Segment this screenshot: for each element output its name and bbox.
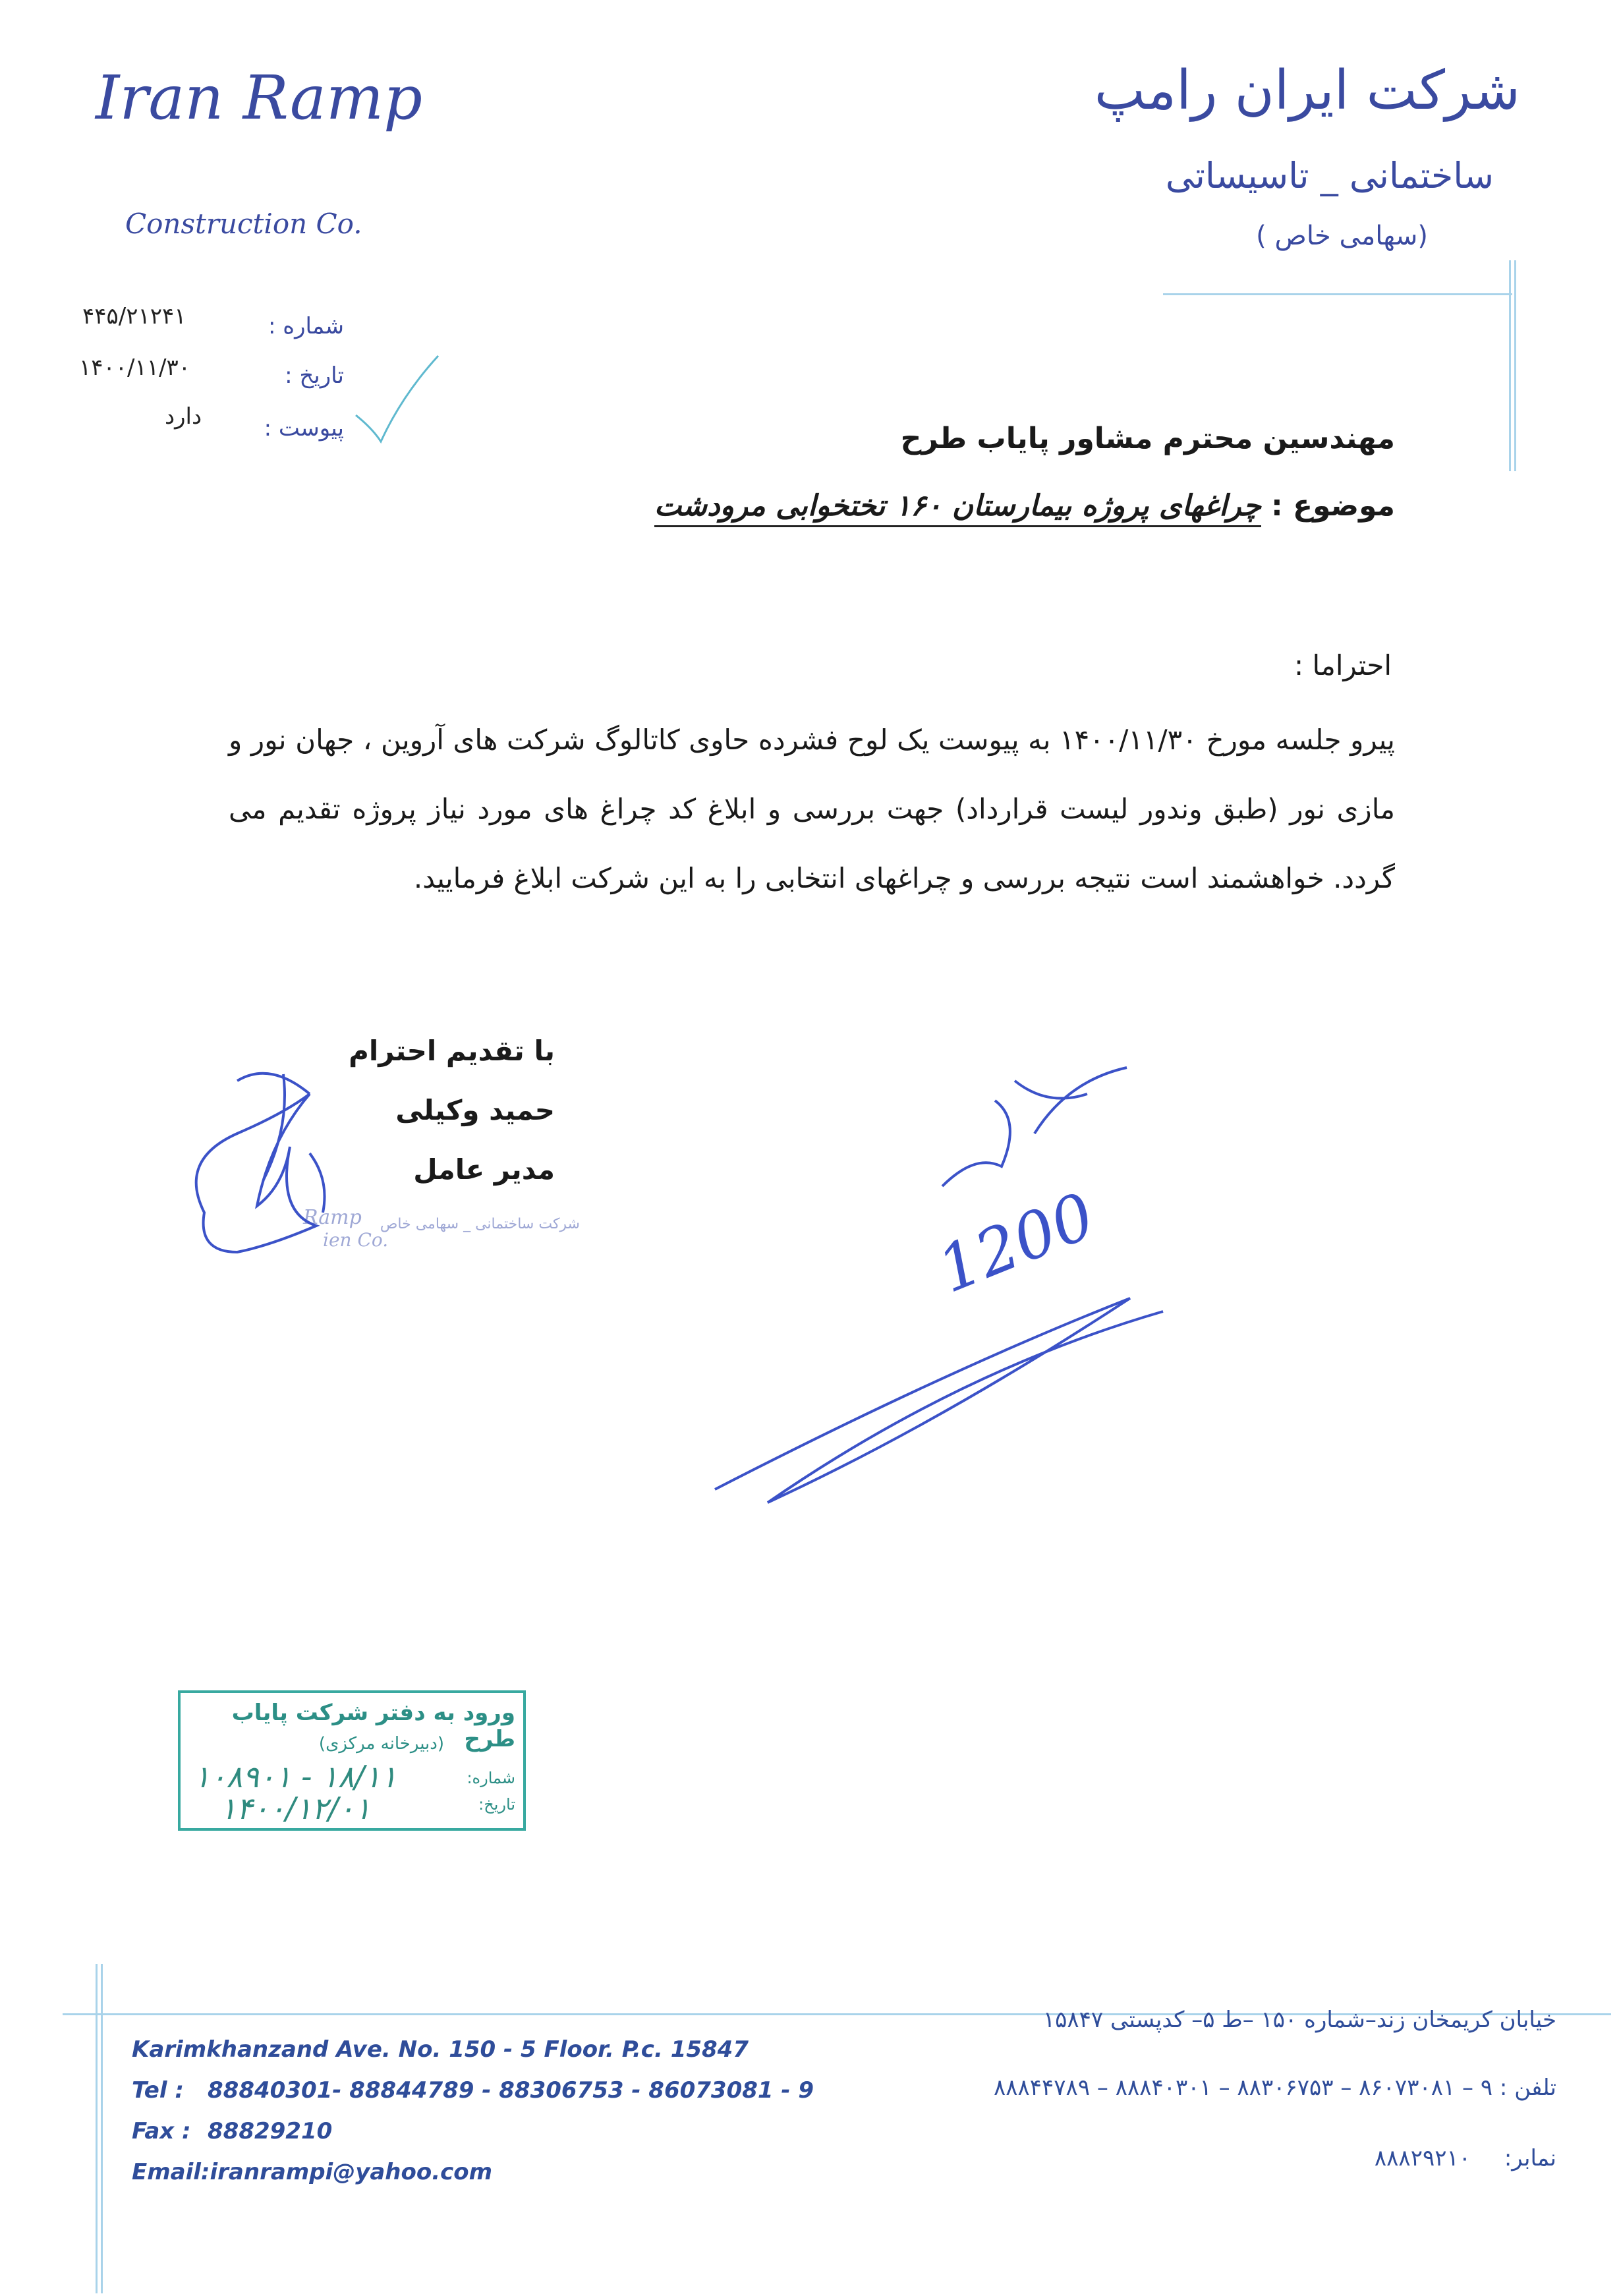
handwritten-stroke bbox=[708, 1292, 1170, 1509]
signer-title: مدیر عامل bbox=[413, 1153, 555, 1186]
footer-fax-en: 88829210 bbox=[208, 2118, 333, 2144]
stamp-subtitle: (دبیرخانه مرکزی) bbox=[318, 1734, 444, 1754]
manager-signature bbox=[178, 1054, 376, 1259]
footer-email: Email:iranrampi@yahoo.com bbox=[132, 2159, 493, 2185]
letter-body: پیرو جلسه مورخ ۱۴۰۰/۱۱/۳۰ به پیوست یک لوح فشرده حاوی کاتالوگ شرکت های آروین ، جهان نور و مازی نور (طبق وندور لیست قرارداد) جهت بررسی و ابلاغ کد چراغ های مورد نیاز پروژه تقدیم می گردد. خواهشمند است نتیجه بررسی و چراغهای انتخابی را به این شرکت ابلاغ فرمایید. bbox=[229, 724, 1395, 894]
footer-fax-label: Fax : bbox=[132, 2118, 191, 2144]
subject-text: چراغهای پروژه بیمارستان ۱۶۰ تختخوابی مرودشت bbox=[654, 489, 1261, 527]
guide-line-right bbox=[1509, 260, 1511, 471]
footer-fax-fa: ۸۸۸۲۹۲۱۰ bbox=[1374, 2145, 1471, 2171]
check-mark-icon bbox=[349, 349, 441, 448]
seal-text-en-2: ien Co. bbox=[323, 1229, 389, 1251]
attachment-label: پیوست : bbox=[264, 415, 344, 442]
footer-tel-label: Tel : bbox=[132, 2077, 184, 2104]
date-value: ۱۴۰۰/۱۱/۳۰ bbox=[79, 355, 191, 381]
stamp-number-value: ۱۰۸۹۰۱ - ۱۸/۱۱ bbox=[194, 1759, 397, 1794]
handwritten-scribble bbox=[916, 1054, 1153, 1226]
guide-line-top-right bbox=[1163, 293, 1512, 295]
greeting: احتراما : bbox=[1294, 649, 1392, 681]
stamp-title: ورود به دفتر شرکت پایاب طرح bbox=[231, 1700, 515, 1752]
seal-text-fa: شرکت ساختمانی _ سهامی خاص bbox=[380, 1216, 580, 1232]
attachment-value: دارد bbox=[165, 403, 202, 430]
subject-line bbox=[654, 489, 1395, 523]
footer-tel-fa: تلفن : ۹ – ۸۶۰۷۳۰۸۱ – ۸۸۳۰۶۷۵۳ – ۸۸۸۴۰۳۰۱ – ۸۸۸۴۴۷۸۹ bbox=[993, 2075, 1556, 2101]
guide-line-bottom-left-2 bbox=[101, 1964, 103, 2293]
date-label: تاریخ : bbox=[285, 362, 344, 389]
company-name-fa: شرکت ایران رامپ bbox=[1094, 59, 1520, 122]
stamp-date-label: تاریخ: bbox=[478, 1795, 515, 1814]
number-value: ۴۴۵/۲۱۲۴۱ bbox=[82, 303, 186, 330]
company-name-en: Iran Ramp bbox=[96, 63, 423, 133]
company-share-type-fa: (سهامی خاص ) bbox=[1256, 221, 1428, 251]
closing-line: با تقدیم احترام bbox=[349, 1035, 555, 1067]
company-type-fa: ساختمانی _ تاسیساتی bbox=[1165, 155, 1494, 196]
number-label: شماره : bbox=[268, 313, 344, 339]
seal-text-en: Ramp bbox=[303, 1206, 362, 1229]
registration-stamp bbox=[178, 1690, 526, 1831]
footer-fax-fa-label: نمابر: bbox=[1504, 2145, 1556, 2171]
footer-tel-en: 88840301- 88844789 - 88306753 - 86073081 - 9 bbox=[208, 2077, 814, 2104]
guide-line-right-2 bbox=[1514, 260, 1516, 471]
stamp-date-value: ۱۴۰۰/۱۲/۰۱ bbox=[220, 1791, 371, 1826]
signer-name: حمید وکیلی bbox=[395, 1094, 555, 1126]
recipient: مهندسین محترم مشاور پایاب طرح bbox=[900, 422, 1395, 455]
footer-address-en: Karimkhanzand Ave. No. 150 - 5 Floor. P.c. 15847 bbox=[132, 2036, 749, 2063]
subject-label: موضوع : bbox=[1271, 489, 1395, 523]
footer-address-fa: خیابان کریمخان زند–شماره ۱۵۰ –ط ۵– کدپستی ۱۵۸۴۷ bbox=[1042, 2007, 1556, 2033]
guide-line-bottom-left bbox=[96, 1964, 98, 2293]
stamp-number-label: شماره: bbox=[467, 1769, 515, 1787]
handwritten-note-text: 1200 bbox=[927, 1178, 1105, 1307]
company-subtitle-en: Construction Co. bbox=[125, 208, 362, 240]
